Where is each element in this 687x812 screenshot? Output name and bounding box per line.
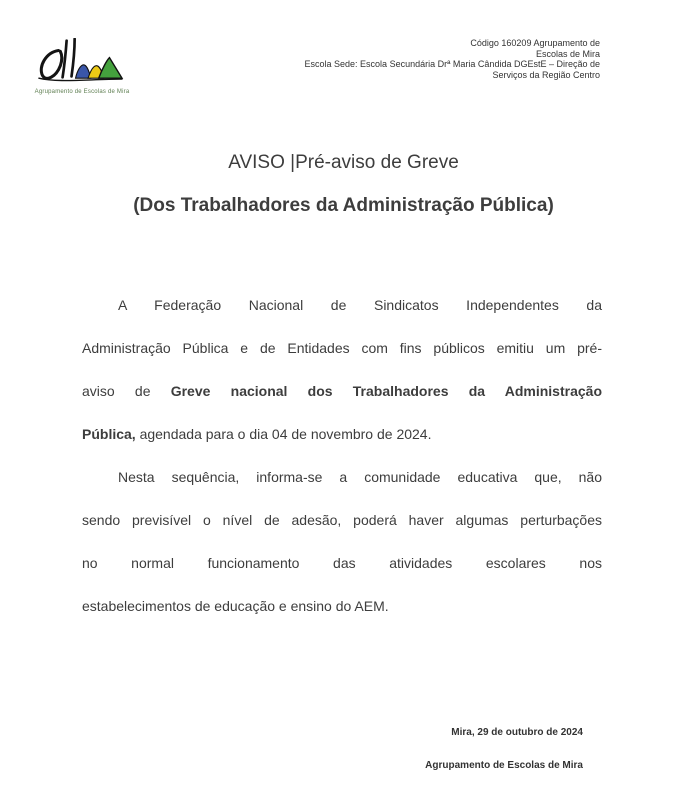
document-title: AVISO |Pré-aviso de Greve [228,152,459,173]
body-paragraph-line: estabelecimentos de educação e ensino do AEM. [82,598,389,614]
header-info-line: Escola Sede: Escola Secundária Drª Maria Cândida DGEstE – Direção de [304,59,600,69]
body-paragraph-line: sendo previsível o nível de adesão, poderá haver algumas perturbações [82,512,602,528]
body-paragraph-line: Nesta sequência, informa-se a comunidade educativa que, não [118,469,602,485]
document-title-block [0,141,687,227]
document-header [0,0,687,95]
body-text-segment-bold: Greve nacional dos Trabalhadores da Administração [170,383,602,399]
body-text-segment: aviso de [82,383,151,399]
document-footer [0,727,687,771]
header-info-line: Código 160209 Agrupamento de [470,38,600,48]
body-paragraph-line: Administração Pública e de Entidades com fins públicos emitiu um pré- [82,340,602,356]
school-logo-icon [34,38,126,88]
header-info [305,38,600,80]
header-info-line: Escolas de Mira [535,48,600,59]
school-logo [34,38,130,95]
body-text-segment-bold: Pública, [82,426,136,442]
logo-caption: Agrupamento de Escolas de Mira [34,89,130,95]
body-text-segment: agendada para o dia 04 de novembro de 2024. [139,426,432,442]
header-info-line: Serviços da Região Centro [492,69,600,80]
body-paragraph-line: no normal funcionamento das atividades escolares nos [82,555,602,571]
body-paragraph-line: A Federação Nacional de Sindicatos Independentes da [118,297,602,313]
dateline: Mira, 29 de outubro de 2024 [451,727,583,738]
body-paragraph-line [82,413,602,456]
document-subtitle: (Dos Trabalhadores da Administração Pública) [133,195,554,216]
document-body [82,284,602,628]
body-paragraph-line [82,370,602,413]
signature: Agrupamento de Escolas de Mira [425,760,583,771]
